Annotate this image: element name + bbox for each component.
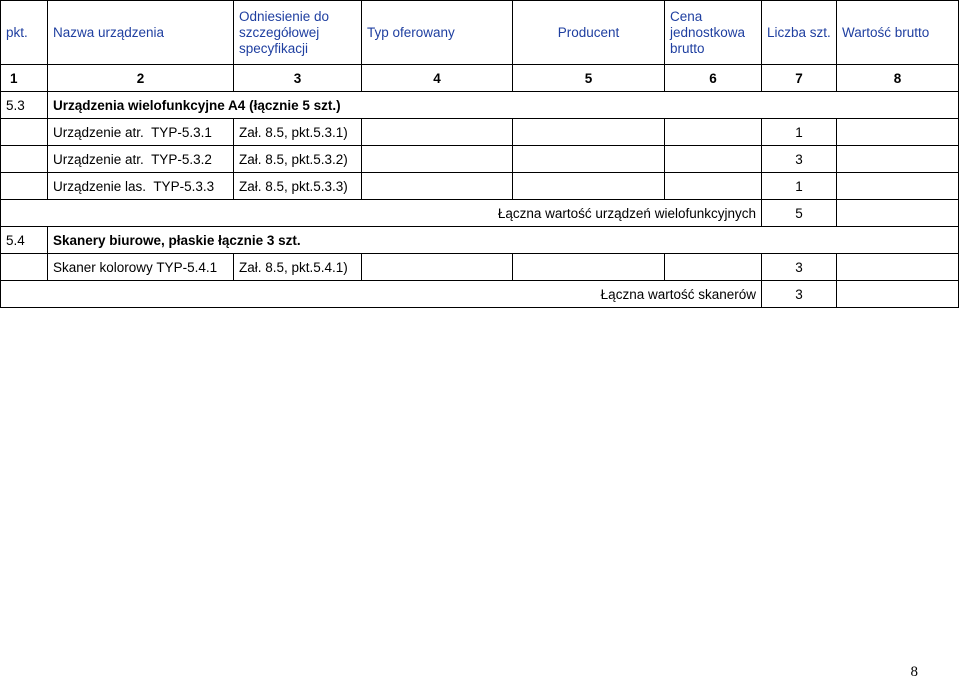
- section-number: 5.4: [1, 227, 48, 254]
- device-name-cell: [48, 254, 234, 281]
- column-number: 6: [665, 65, 762, 92]
- device-name: Skaner kolorowy: [53, 259, 153, 275]
- column-number-row: [1, 65, 959, 92]
- device-name: Urządzenie atr.: [53, 124, 144, 140]
- section-total-row: [1, 281, 959, 308]
- total-quantity: 5: [762, 200, 837, 227]
- section-total-row: [1, 200, 959, 227]
- device-type: TYP-5.3.3: [153, 178, 215, 194]
- total-label: Łączna wartość skanerów: [1, 281, 762, 308]
- quantity: 1: [762, 119, 837, 146]
- table-row: [1, 119, 959, 146]
- device-type: TYP-5.3.1: [151, 124, 212, 140]
- page-number: 8: [910, 664, 918, 680]
- section-heading-row: [1, 227, 959, 254]
- header-device-name: Nazwa urządzenia: [48, 1, 234, 65]
- header-offered-type: Typ oferowany: [362, 1, 513, 65]
- spec-reference: Zał. 8.5, pkt.5.4.1): [234, 254, 362, 281]
- section-count: (łącznie 5 szt.): [249, 97, 341, 113]
- column-number: 7: [762, 65, 837, 92]
- header-quantity: Liczba szt.: [762, 1, 837, 65]
- quantity: 3: [762, 254, 837, 281]
- column-number: 4: [362, 65, 513, 92]
- column-number: 3: [234, 65, 362, 92]
- column-number: 8: [837, 65, 959, 92]
- table-row: [1, 254, 959, 281]
- total-label: Łączna wartość urządzeń wielofunkcyjnych: [1, 200, 762, 227]
- quantity: 1: [762, 173, 837, 200]
- section-number: 5.3: [1, 92, 48, 119]
- header-producer: Producent: [513, 1, 665, 65]
- section-title: [48, 227, 959, 254]
- section-title-text: Urządzenia wielofunkcyjne A4: [53, 97, 246, 113]
- header-spec-reference: Odniesienie do szczegółowej specyfikacji: [234, 1, 362, 65]
- total-quantity: 3: [762, 281, 837, 308]
- header-gross-value: Wartość brutto: [837, 1, 959, 65]
- table-row: [1, 146, 959, 173]
- device-type: TYP-5.4.1: [156, 259, 218, 275]
- section-count: łącznie 3 szt.: [218, 232, 301, 248]
- device-name-cell: [48, 173, 234, 200]
- column-number: 2: [48, 65, 234, 92]
- header-unit-price: Cena jednostkowa brutto: [665, 1, 762, 65]
- device-type: TYP-5.3.2: [151, 151, 212, 167]
- device-name: Urządzenie atr.: [53, 151, 144, 167]
- column-number: 5: [513, 65, 665, 92]
- spec-reference: Zał. 8.5, pkt.5.3.3): [234, 173, 362, 200]
- spec-reference: Zał. 8.5, pkt.5.3.2): [234, 146, 362, 173]
- spec-reference: Zał. 8.5, pkt.5.3.1): [234, 119, 362, 146]
- header-row: [1, 1, 959, 65]
- quantity: 3: [762, 146, 837, 173]
- device-name-cell: [48, 146, 234, 173]
- price-table: [0, 0, 959, 308]
- section-heading-row: [1, 92, 959, 119]
- header-pkt: pkt.: [1, 1, 48, 65]
- section-title: [48, 92, 959, 119]
- device-name-cell: [48, 119, 234, 146]
- column-number: 1: [1, 65, 48, 92]
- table-row: [1, 173, 959, 200]
- device-name: Urządzenie las.: [53, 178, 147, 194]
- section-title-text: Skanery biurowe, płaskie: [53, 232, 215, 248]
